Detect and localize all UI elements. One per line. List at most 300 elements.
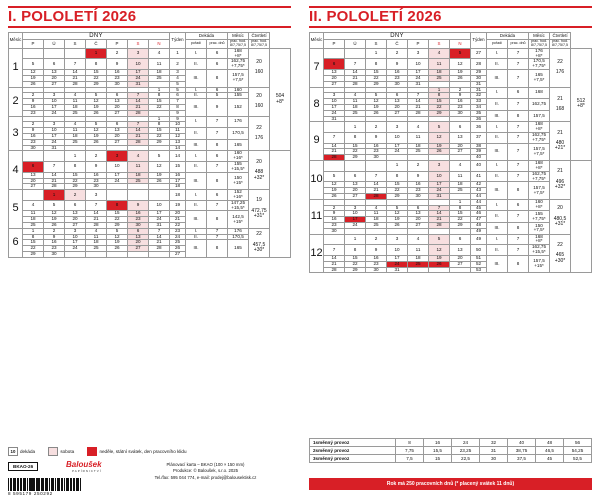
week-number: 1 <box>170 48 186 59</box>
day-cell: 10 <box>107 162 128 173</box>
week-number: 19 <box>170 200 186 211</box>
calendar-week-row <box>310 122 592 133</box>
day-cell: 8 <box>107 200 128 211</box>
calendar-week-row <box>9 200 291 211</box>
quarter-total: 512 +8* <box>571 48 592 160</box>
day-cell: 12 <box>450 59 471 70</box>
dekada-order: I. <box>487 122 508 133</box>
day-cell: 30 <box>86 184 107 190</box>
month-total: 22 176 <box>550 48 571 87</box>
day-cell: 26 <box>429 149 450 155</box>
day-cell <box>23 48 44 59</box>
day-cell: 29 <box>345 267 366 273</box>
day-cell: 12 <box>86 99 107 105</box>
day-cell: 31 <box>324 116 345 122</box>
day-cell: 5 <box>86 93 107 99</box>
day-cell: 5 <box>366 93 387 99</box>
day-cell: 23 <box>107 75 128 81</box>
day-cell: 3 <box>429 161 450 172</box>
month-number: 1 <box>9 48 23 87</box>
dekada-days: 7 <box>508 143 529 160</box>
day-cell: 19 <box>429 255 450 261</box>
day-cell: 15 <box>23 240 44 246</box>
calendar-table-left <box>8 32 291 258</box>
dekada-order: I. <box>186 190 207 201</box>
day-cell <box>44 48 65 59</box>
day-cell: 6 <box>450 122 471 133</box>
calendar-week-row <box>310 171 592 182</box>
day-cell: 11 <box>23 211 44 217</box>
calendar-week-row <box>310 133 592 144</box>
dekada-hours: 155 +15,5* <box>228 162 249 173</box>
week-number: 23 <box>170 228 186 234</box>
day-cell: 3 <box>44 122 65 128</box>
day-cell: 31 <box>429 193 450 199</box>
dekada-hours: 160 +8* <box>529 199 550 211</box>
day-cell: 11 <box>86 234 107 240</box>
dekada-order: I. <box>186 228 207 234</box>
barcode <box>8 478 104 496</box>
dekada-days: 6 <box>207 48 228 59</box>
week-number: 39 <box>471 149 487 155</box>
day-cell: 17 <box>387 143 408 149</box>
day-cell: 14 <box>408 99 429 105</box>
day-cell: 18 <box>345 104 366 110</box>
day-cell: 3 <box>128 48 149 59</box>
day-cell: 22 <box>345 149 366 155</box>
producer-line-1: Plánovací karta – BKAO (100 × 150 mm) <box>166 462 245 467</box>
day-cell: 30 <box>450 110 471 116</box>
dekada-hours: 152 +16* <box>228 190 249 201</box>
day-cell: 9 <box>366 245 387 256</box>
day-cell: 7 <box>429 205 450 211</box>
day-cell: 29 <box>450 223 471 229</box>
dekada-days: 8 <box>508 255 529 272</box>
brand-subtitle: PAPÍRNICTVÍ <box>71 469 102 473</box>
day-cell: 23 <box>324 223 345 229</box>
week-number: 8 <box>170 104 186 110</box>
day-cell: 14 <box>149 234 170 240</box>
day-cell: 12 <box>387 211 408 217</box>
dekada-hours: 162,75 +15,5* <box>529 245 550 256</box>
day-cell: 6 <box>107 122 128 128</box>
day-cell: 16 <box>408 182 429 188</box>
dekada-days: 7 <box>508 211 529 223</box>
day-cell: 14 <box>345 70 366 76</box>
day-cell: 29 <box>23 252 44 258</box>
dekada-days: 8 <box>207 172 228 189</box>
day-cell: 16 <box>128 211 149 217</box>
day-cell: 18 <box>86 240 107 246</box>
calendar-week-row <box>9 151 291 162</box>
day-cell: 17 <box>387 255 408 261</box>
dekada-order: II. <box>487 171 508 182</box>
header-month: Měsíc <box>310 33 324 49</box>
day-cell: 5 <box>450 48 471 59</box>
day-cell: 13 <box>345 182 366 188</box>
header-prac-hod: prac. hod. 8/7,75/7,5 <box>228 40 249 49</box>
day-cell <box>324 122 345 133</box>
day-cell: 9 <box>23 99 44 105</box>
day-cell: 9 <box>86 162 107 173</box>
day-cell: 20 <box>450 255 471 261</box>
week-number: 6 <box>170 93 186 99</box>
day-cell: 7 <box>65 59 86 70</box>
day-cell: 22 <box>107 217 128 223</box>
week-number: 26 <box>170 246 186 252</box>
day-cell: 17 <box>408 70 429 76</box>
dekada-order: I. <box>487 234 508 245</box>
day-cell: 2 <box>65 190 86 201</box>
day-cell: 2 <box>387 48 408 59</box>
dekada-hours: 176 +8* <box>529 48 550 59</box>
dekada-order: III. <box>186 99 207 116</box>
shift-value: 30 <box>480 455 508 463</box>
day-cell: 25 <box>65 139 86 145</box>
day-cell: 2 <box>366 122 387 133</box>
day-cell: 2 <box>366 234 387 245</box>
day-cell: 14 <box>429 211 450 217</box>
header-dayname-4: P <box>408 40 429 49</box>
header-dayname-1: Ú <box>44 40 65 49</box>
dekada-hours: 160 <box>228 87 249 93</box>
day-cell <box>44 151 65 162</box>
day-cell: 16 <box>366 255 387 261</box>
shift-value: 15 <box>424 455 452 463</box>
day-cell: 26 <box>324 193 345 199</box>
calendar-week-row <box>310 245 592 256</box>
barcode-text: 8 595179 250292 <box>8 491 53 496</box>
calendar-week-row <box>310 48 592 59</box>
week-number: 49 <box>471 234 487 245</box>
shift-value: 16 <box>424 439 452 447</box>
day-cell: 16 <box>324 217 345 223</box>
day-cell: 29 <box>387 193 408 199</box>
legend-saturday-swatch <box>48 447 58 456</box>
week-number: 20 <box>170 211 186 217</box>
day-cell: 20 <box>107 104 128 110</box>
week-number: 40 <box>471 161 487 172</box>
dekada-days: 7 <box>508 161 529 172</box>
dekada-order: II. <box>186 234 207 240</box>
day-cell: 2 <box>44 228 65 234</box>
day-cell: 15 <box>429 99 450 105</box>
week-number: 38 <box>471 143 487 149</box>
day-cell: 14 <box>44 172 65 178</box>
day-cell: 25 <box>149 75 170 81</box>
week-number: 52 <box>471 261 487 267</box>
legend-holiday-label: neděle, státní svátek, den pracovního klidu <box>99 449 187 454</box>
dekada-days: 6 <box>207 190 228 201</box>
day-cell <box>324 234 345 245</box>
day-cell: 5 <box>324 171 345 182</box>
day-cell: 29 <box>429 110 450 116</box>
week-number: 10 <box>170 122 186 128</box>
day-cell: 21 <box>65 75 86 81</box>
day-cell <box>408 267 429 273</box>
day-cell: 4 <box>345 93 366 99</box>
quarter-total: 504 +8* <box>270 48 291 151</box>
day-cell: 13 <box>65 211 86 217</box>
month-number: 7 <box>310 48 324 87</box>
day-cell: 16 <box>86 172 107 178</box>
month-number: 3 <box>9 116 23 151</box>
day-cell: 5 <box>23 59 44 70</box>
day-cell: 4 <box>408 234 429 245</box>
day-cell: 28 <box>149 246 170 252</box>
dekada-hours: 162,75 <box>529 99 550 111</box>
header-month-col: Měsíc <box>228 33 249 40</box>
month-number: 6 <box>9 228 23 257</box>
day-cell: 14 <box>324 255 345 261</box>
header-dayname-4: P <box>107 40 128 49</box>
dekada-days: 7 <box>508 99 529 111</box>
day-cell: 1 <box>149 116 170 122</box>
dekada-days: 8 <box>508 110 529 122</box>
day-cell: 14 <box>65 70 86 76</box>
week-number: 43 <box>471 188 487 194</box>
day-cell: 8 <box>450 205 471 211</box>
footer-left <box>8 462 291 496</box>
month-number: 9 <box>310 122 324 161</box>
dekada-order: I. <box>186 151 207 162</box>
day-cell: 28 <box>65 81 86 87</box>
day-cell: 17 <box>345 217 366 223</box>
day-cell <box>107 190 128 201</box>
day-cell: 5 <box>107 228 128 234</box>
day-cell: 28 <box>86 223 107 229</box>
legend-holiday-swatch <box>87 447 97 456</box>
dekada-order: I. <box>487 48 508 59</box>
header-week: Týden <box>170 33 186 49</box>
dekada-order: II. <box>487 211 508 223</box>
day-cell <box>429 267 450 273</box>
barcode-bars <box>8 478 104 491</box>
dekada-order: III. <box>186 172 207 189</box>
day-cell: 13 <box>107 128 128 134</box>
week-number: 3 <box>170 70 186 76</box>
day-cell: 17 <box>429 182 450 188</box>
day-cell: 17 <box>44 134 65 140</box>
shift-value: 38,75 <box>508 447 536 455</box>
dekada-order: II. <box>487 99 508 111</box>
day-cell: 28 <box>324 267 345 273</box>
dekada-days: 7 <box>508 48 529 59</box>
week-number: 34 <box>471 104 487 110</box>
right-title-bar <box>309 6 592 28</box>
dekada-hours: 168 +8* <box>529 234 550 245</box>
day-cell: 28 <box>408 110 429 116</box>
day-cell <box>86 252 107 258</box>
day-cell: 24 <box>408 75 429 81</box>
day-cell: 31 <box>149 223 170 229</box>
day-cell: 3 <box>408 48 429 59</box>
dekada-days: 6 <box>508 199 529 211</box>
day-cell: 8 <box>149 93 170 99</box>
week-number: 25 <box>170 240 186 246</box>
day-cell: 21 <box>44 178 65 184</box>
header-dekada: Dekáda <box>487 33 529 40</box>
day-cell: 20 <box>345 188 366 194</box>
month-total: 20 488 +32* <box>249 151 270 190</box>
day-cell: 24 <box>345 223 366 229</box>
month-number: 5 <box>9 190 23 229</box>
day-cell: 11 <box>408 133 429 144</box>
day-cell <box>324 161 345 172</box>
month-total: 19 472,75 +31* <box>249 190 270 229</box>
day-cell: 5 <box>86 122 107 128</box>
day-cell: 9 <box>128 200 149 211</box>
day-cell: 12 <box>429 133 450 144</box>
day-cell: 21 <box>86 217 107 223</box>
dekada-order: III. <box>487 70 508 87</box>
week-number: 7 <box>170 99 186 105</box>
day-cell: 21 <box>345 75 366 81</box>
day-cell: 21 <box>149 240 170 246</box>
shift-value: 7,75 <box>396 447 424 455</box>
day-cell: 30 <box>324 228 345 234</box>
day-cell: 2 <box>408 161 429 172</box>
header-poradi: pořadí <box>487 40 508 49</box>
header-prac-hod: prac. hod. 8/7,75/7,5 <box>529 40 550 49</box>
week-number: 51 <box>471 255 487 261</box>
dekada-order: III. <box>186 139 207 151</box>
dekada-hours: 165 +7,5* <box>529 70 550 87</box>
day-cell: 4 <box>86 228 107 234</box>
day-cell: 21 <box>128 134 149 140</box>
day-cell: 14 <box>324 143 345 149</box>
day-cell: 18 <box>450 182 471 188</box>
day-cell: 22 <box>86 75 107 81</box>
header-days: DNY <box>23 33 170 40</box>
shift-value: 32 <box>480 439 508 447</box>
dekada-days: 9 <box>207 99 228 116</box>
week-number: 53 <box>471 267 487 273</box>
day-cell: 24 <box>324 110 345 116</box>
day-cell: 22 <box>450 217 471 223</box>
day-cell: 3 <box>387 234 408 245</box>
day-cell: 22 <box>366 75 387 81</box>
dekada-order: II. <box>487 245 508 256</box>
day-cell: 15 <box>450 211 471 217</box>
day-cell: 15 <box>86 70 107 76</box>
day-cell: 15 <box>65 172 86 178</box>
day-cell: 19 <box>86 104 107 110</box>
day-cell: 24 <box>429 188 450 194</box>
day-cell: 12 <box>324 182 345 188</box>
dekada-days: 6 <box>207 151 228 162</box>
day-cell: 9 <box>450 93 471 99</box>
header-dayname-2: S <box>65 40 86 49</box>
day-cell: 3 <box>345 205 366 211</box>
dekada-hours: 155 <box>228 93 249 99</box>
header-days: DNY <box>324 33 471 40</box>
day-cell: 9 <box>366 133 387 144</box>
day-cell: 6 <box>128 228 149 234</box>
day-cell: 20 <box>128 240 149 246</box>
day-cell: 27 <box>44 81 65 87</box>
dekada-days: 7 <box>207 234 228 240</box>
day-cell: 5 <box>44 200 65 211</box>
dekada-days: 6 <box>508 87 529 99</box>
day-cell: 13 <box>128 234 149 240</box>
week-number: 27 <box>170 252 186 258</box>
day-cell: 27 <box>128 246 149 252</box>
day-cell: 7 <box>128 93 149 99</box>
day-cell <box>450 267 471 273</box>
day-cell: 26 <box>429 261 450 267</box>
day-cell: 9 <box>324 211 345 217</box>
week-number: 18 <box>170 190 186 201</box>
day-cell: 24 <box>44 139 65 145</box>
dekada-order: III. <box>186 240 207 257</box>
dekada-order: I. <box>487 199 508 211</box>
shift-value: 8 <box>396 439 424 447</box>
week-number: 31 <box>471 87 487 93</box>
day-cell: 9 <box>23 128 44 134</box>
day-cell: 5 <box>149 151 170 162</box>
week-number: 49 <box>471 228 487 234</box>
day-cell: 18 <box>429 70 450 76</box>
day-cell: 6 <box>450 234 471 245</box>
day-cell: 11 <box>65 128 86 134</box>
dekada-days: 7 <box>207 200 228 211</box>
dekada-order: III. <box>487 143 508 160</box>
day-cell: 2 <box>324 205 345 211</box>
dekada-hours: 142,5 +15* <box>228 211 249 228</box>
day-cell: 10 <box>324 99 345 105</box>
day-cell: 27 <box>65 223 86 229</box>
dekada-hours: 150 +7,5* <box>529 223 550 235</box>
dekada-days: 7 <box>508 234 529 245</box>
calendar-week-row <box>9 162 291 173</box>
day-cell: 1 <box>23 228 44 234</box>
day-cell: 14 <box>128 99 149 105</box>
day-cell: 10 <box>65 234 86 240</box>
week-number: 30 <box>471 75 487 81</box>
day-cell: 10 <box>44 99 65 105</box>
header-dayname-6: N <box>149 40 170 49</box>
working-days-note: Rok má 250 pracovních dnů (* placený svátek 11 dnů) <box>309 478 592 490</box>
legend-saturday-label: sobota <box>60 449 75 454</box>
dekada-days: 7 <box>508 245 529 256</box>
day-cell: 16 <box>44 240 65 246</box>
dekada-days: 5 <box>207 93 228 99</box>
day-cell: 23 <box>23 139 44 145</box>
day-cell: 4 <box>149 48 170 59</box>
legend-dekada-swatch: 10 <box>8 447 18 456</box>
brand-name: Baloušek <box>66 460 102 469</box>
month-number: 4 <box>9 151 23 190</box>
day-cell: 2 <box>23 93 44 99</box>
shift-value: 7,5 <box>396 455 424 463</box>
dekada-order: I. <box>487 87 508 99</box>
day-cell: 2 <box>86 151 107 162</box>
day-cell: 22 <box>387 188 408 194</box>
dekada-days: 7 <box>508 133 529 144</box>
shift-hours-panel <box>309 438 592 463</box>
day-cell: 25 <box>366 223 387 229</box>
day-cell: 16 <box>450 99 471 105</box>
dekada-days: 8 <box>508 182 529 199</box>
day-cell: 29 <box>65 184 86 190</box>
day-cell: 18 <box>65 104 86 110</box>
day-cell: 15 <box>149 128 170 134</box>
week-number: 41 <box>471 171 487 182</box>
dekada-days: 7 <box>508 70 529 87</box>
day-cell: 3 <box>324 93 345 99</box>
day-cell: 15 <box>149 99 170 105</box>
